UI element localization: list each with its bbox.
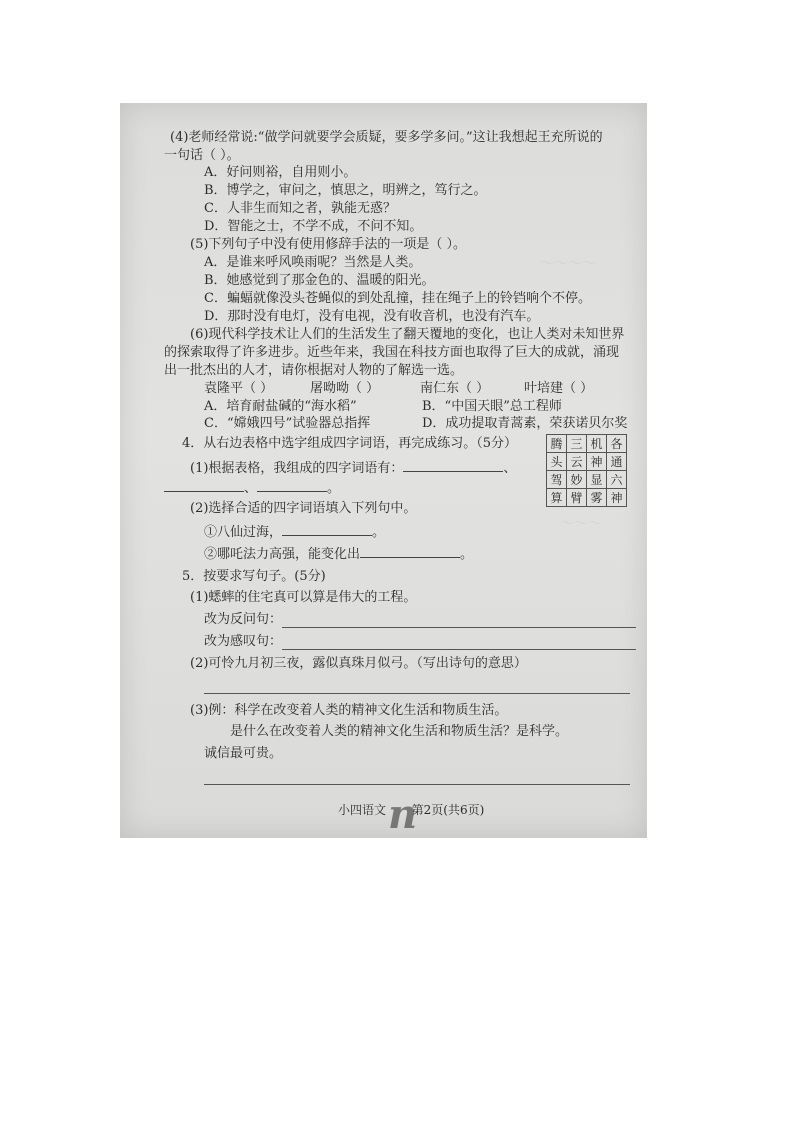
q6-person-ye: 叶培建（ ）: [524, 381, 594, 396]
q6-stem-line2: 的探索取得了许多进步。近些年来，我国在科技方面也取得了巨大的成就，涌现: [164, 345, 620, 360]
section4-item1-label: (1)根据表格，我组成的四字词语有：: [190, 461, 404, 476]
rhetorical-label: 改为反问句：: [204, 612, 283, 627]
q4-option-a: A．好问则裕，自用则小。: [204, 165, 357, 180]
grid-cell: 三: [567, 435, 587, 453]
q6-option-b: B．“中国天眼”总工程师: [422, 399, 562, 414]
q6-stem-line1: (6)现代科学技术让人们的生活发生了翻天覆地的变化，也让人类对未知世界: [190, 327, 625, 342]
q6-option-a: A．培育耐盐碱的“海水稻”: [204, 399, 357, 414]
grid-row: [547, 453, 627, 471]
q4-stem-line2: 一句话（ ）。: [164, 148, 240, 163]
q4-option-d: D．智能之士，不学不成，不问不知。: [204, 219, 423, 234]
grid-cell: 云: [567, 453, 587, 471]
q4-stem-line1: (4)老师经常说:“做学问就要学会质疑，要多学多问。”这让我想起王充所说的: [170, 130, 603, 145]
answer-blank[interactable]: [360, 545, 460, 558]
separator: 、: [244, 481, 258, 496]
exclaim-label: 改为感叹句：: [204, 634, 283, 649]
q5-option-a: A．是谁来呼风唤雨呢？当然是人类。: [204, 255, 422, 270]
sentence2-text: ②哪吒法力高强，能变化出: [204, 547, 361, 562]
q6-person-tu: 屠呦呦（ ）: [310, 381, 380, 396]
grid-cell: 机: [587, 435, 607, 453]
answer-blank[interactable]: [164, 479, 244, 492]
sentence1-text: ①八仙过海，: [204, 525, 283, 540]
section5-item1: (1)蟋蟀的住宅真可以算是伟大的工程。: [190, 590, 417, 605]
q5-option-d: D．那时没有电灯，没有电视，没有收音机，也没有汽车。: [204, 309, 540, 324]
poem-answer-line[interactable]: [204, 693, 630, 694]
grid-row: [547, 489, 627, 507]
q6-option-d: D．成功提取青蒿素，荣获诺贝尔奖: [422, 416, 628, 431]
grid-cell: 显: [587, 471, 607, 489]
period: 。: [460, 547, 474, 562]
character-grid: [546, 434, 627, 507]
section5-title: 5．按要求写句子。(5分): [182, 569, 326, 584]
section4-title: 4．从右边表格中选字组成四字词语，再完成练习。（5分）: [182, 436, 518, 451]
period: 。: [372, 525, 386, 540]
grid-cell: 算: [547, 489, 567, 507]
q6-stem-line3: 出一批杰出的人才，请你根据对人物的了解选一选。: [164, 363, 464, 378]
section4-sentence1: [204, 523, 385, 541]
grid-cell: 神: [587, 453, 607, 471]
q5-option-c: C．蝙蝠就像没头苍蝇似的到处乱撞，挂在绳子上的铃铛响个不停。: [204, 291, 591, 306]
grid-cell: 头: [547, 453, 567, 471]
grid-cell: 六: [607, 471, 627, 489]
show-through-text: ～～～～: [540, 256, 596, 272]
show-through-text: ～～～: [560, 516, 602, 532]
scanned-exam-page: [120, 103, 647, 838]
transform-answer-line[interactable]: [204, 784, 630, 785]
grid-row: [547, 471, 627, 489]
rhetorical-answer-line[interactable]: [282, 627, 636, 628]
grid-cell: 雾: [587, 489, 607, 507]
q4-option-b: B．博学之，审问之，慎思之，明辨之，笃行之。: [204, 183, 487, 198]
section4-item1: [190, 459, 516, 477]
exclaim-answer-line[interactable]: [282, 649, 636, 650]
grid-cell: 妙: [567, 471, 587, 489]
section4-item2: (2)选择合适的四字词语填入下列句中。: [190, 501, 417, 516]
grid-cell: 通: [607, 453, 627, 471]
q6-option-c: C．“嫦娥四号”试验器总指挥: [204, 416, 371, 431]
q6-person-nan: 南仁东（ ）: [420, 381, 490, 396]
grid-cell: 驾: [547, 471, 567, 489]
grid-cell: 神: [607, 489, 627, 507]
scanner-watermark-mark: n: [388, 791, 418, 838]
q5-stem: (5)下列句子中没有使用修辞手法的一项是（ ）。: [190, 237, 467, 252]
separator: 、: [503, 461, 517, 476]
grid-cell: 臂: [567, 489, 587, 507]
answer-blank[interactable]: [257, 479, 327, 492]
section4-item1-cont: [164, 479, 340, 497]
grid-row: [547, 435, 627, 453]
q6-person-yuan: 袁隆平（ ）: [204, 381, 274, 396]
period: 。: [327, 481, 341, 496]
page-footer: [338, 801, 484, 818]
section4-sentence2: [204, 545, 473, 563]
section5-item3: (3)例：科学在改变着人类的精神文化生活和物质生活。: [190, 703, 508, 718]
answer-blank[interactable]: [403, 459, 503, 472]
grid-cell: 腾: [547, 435, 567, 453]
section5-example: 是什么在改变着人类的精神文化生活和物质生活？是科学。: [230, 724, 569, 739]
grid-cell: 各: [607, 435, 627, 453]
section5-prompt: 诚信最可贵。: [204, 746, 283, 761]
q4-option-c: C．人非生而知之者，孰能无惑？: [204, 201, 396, 216]
q5-option-b: B．她感觉到了那金色的、温暖的阳光。: [204, 273, 435, 288]
footer-page-number: 第2页(共6页): [411, 803, 485, 817]
section5-item2: (2)可怜九月初三夜，露似真珠月似弓。（写出诗句的意思）: [190, 656, 527, 671]
answer-blank[interactable]: [282, 523, 372, 536]
footer-subject: 小四语文: [338, 803, 387, 817]
